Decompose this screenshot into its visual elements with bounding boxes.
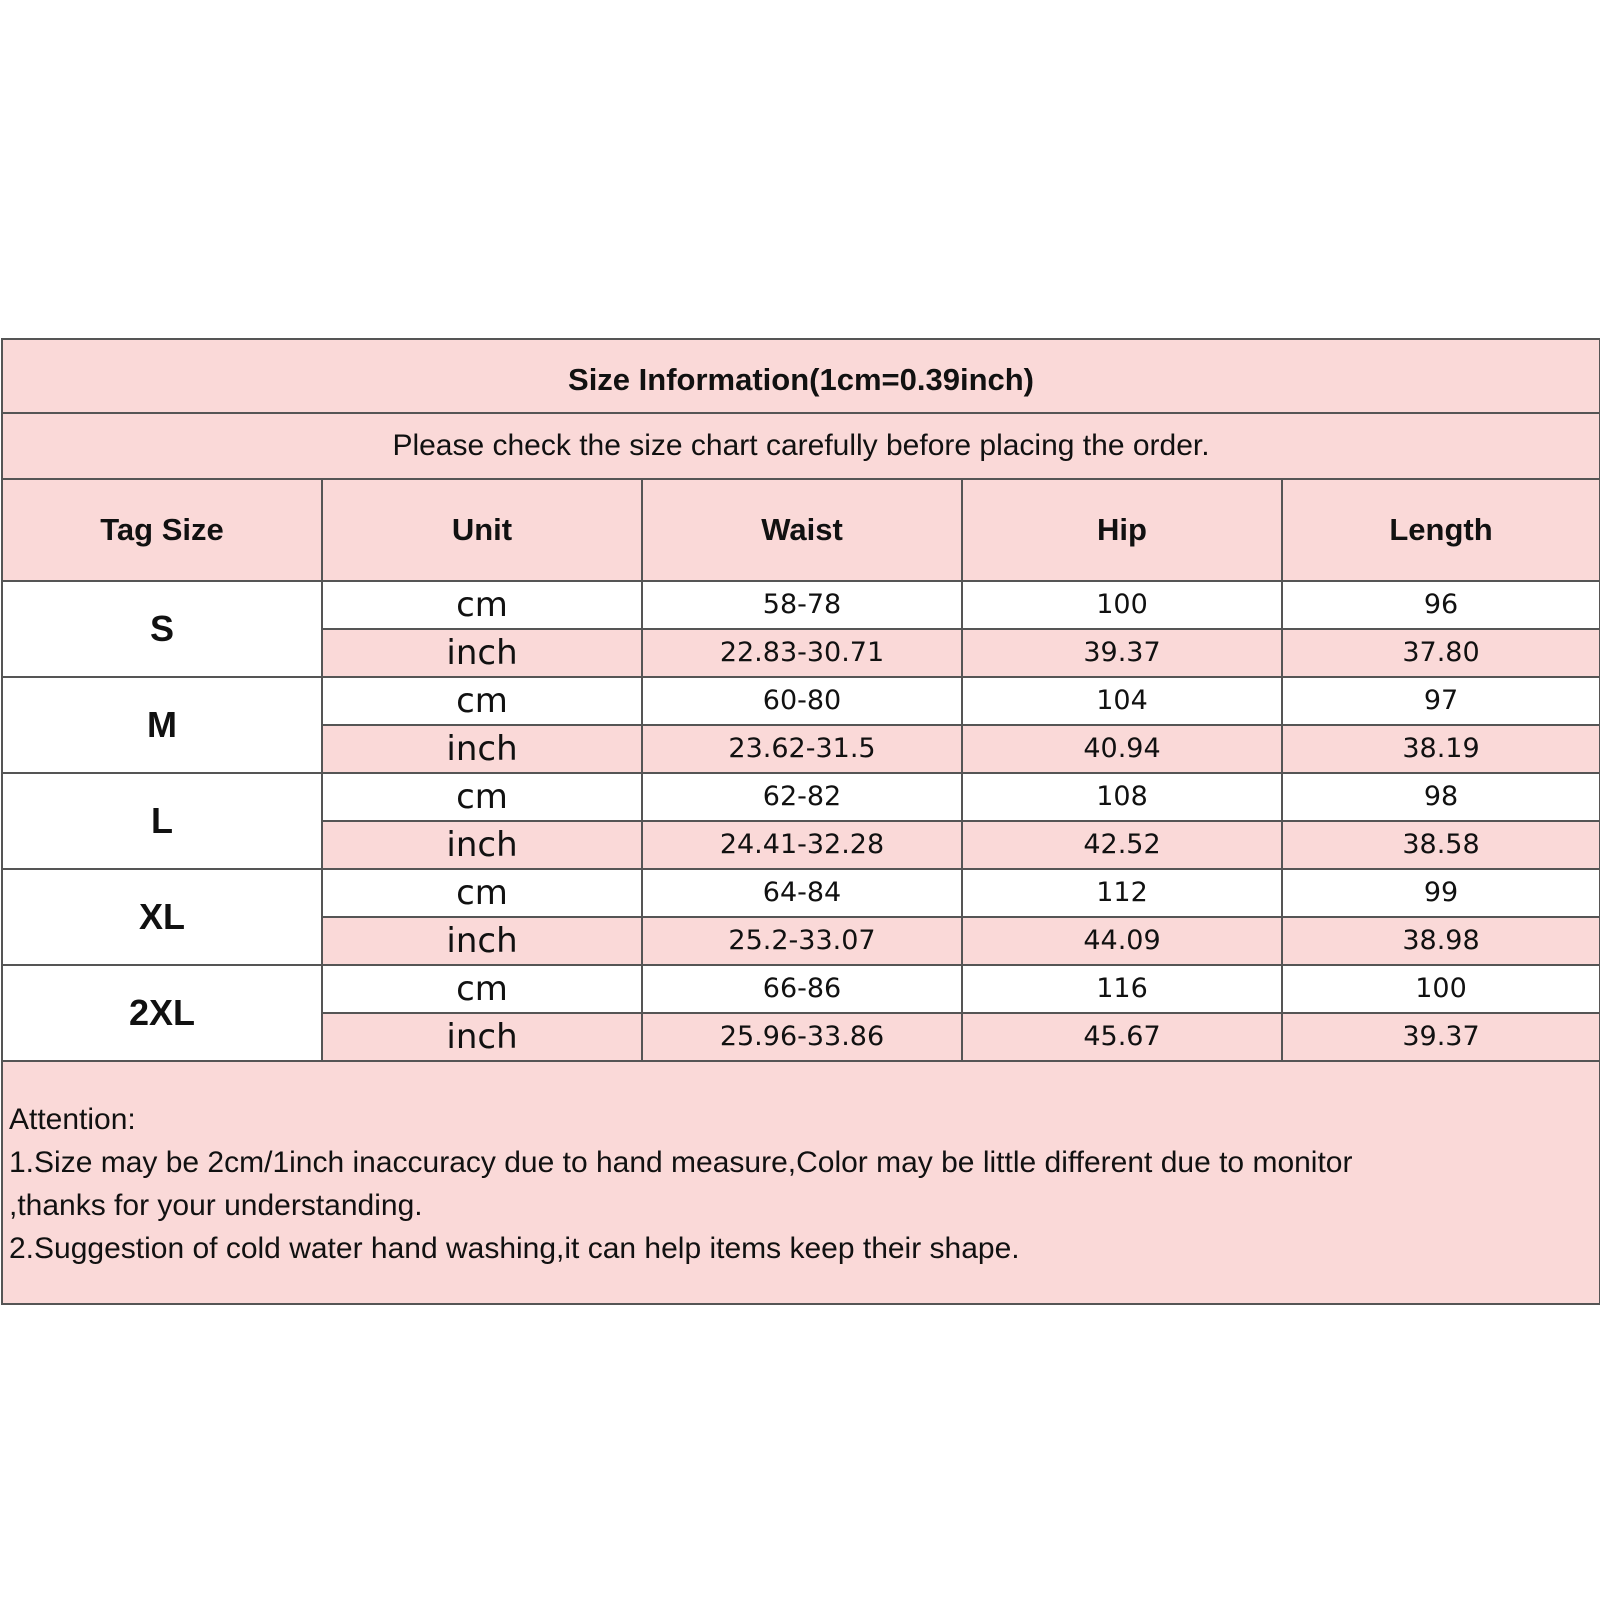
unit-cell: inch — [322, 1013, 642, 1061]
hip-cell: 40.94 — [962, 725, 1282, 773]
waist-cell: 62-82 — [642, 773, 962, 821]
hip-cell: 45.67 — [962, 1013, 1282, 1061]
table-row — [2, 677, 1600, 725]
table-row — [2, 773, 1600, 821]
waist-cell: 24.41-32.28 — [642, 821, 962, 869]
hip-cell: 104 — [962, 677, 1282, 725]
hip-cell: 42.52 — [962, 821, 1282, 869]
hip-cell: 116 — [962, 965, 1282, 1013]
waist-cell: 22.83-30.71 — [642, 629, 962, 677]
hip-cell: 39.37 — [962, 629, 1282, 677]
hip-cell: 108 — [962, 773, 1282, 821]
size-chart-table — [1, 338, 1600, 1305]
length-cell: 38.19 — [1282, 725, 1600, 773]
waist-cell: 60-80 — [642, 677, 962, 725]
attention-note-2: 2.Suggestion of cold water hand washing,it can help items keep their shape. — [9, 1232, 1020, 1265]
length-cell: 38.58 — [1282, 821, 1600, 869]
length-cell: 100 — [1282, 965, 1600, 1013]
chart-title: Size Information(1cm=0.39inch) — [2, 339, 1600, 413]
tag-size-cell: M — [2, 677, 322, 773]
column-header-hip: Hip — [962, 479, 1282, 581]
table-row — [2, 869, 1600, 917]
unit-cell: cm — [322, 773, 642, 821]
column-header-unit: Unit — [322, 479, 642, 581]
unit-cell: cm — [322, 677, 642, 725]
waist-cell: 23.62-31.5 — [642, 725, 962, 773]
waist-cell: 66-86 — [642, 965, 962, 1013]
length-cell: 98 — [1282, 773, 1600, 821]
waist-cell: 64-84 — [642, 869, 962, 917]
attention-note-1-continued: ,thanks for your understanding. — [9, 1189, 423, 1222]
tag-size-cell: L — [2, 773, 322, 869]
header-row — [2, 479, 1600, 581]
length-cell: 97 — [1282, 677, 1600, 725]
hip-cell: 44.09 — [962, 917, 1282, 965]
attention-note-1: 1.Size may be 2cm/1inch inaccuracy due to hand measure,Color may be little different due to monitor — [9, 1146, 1353, 1179]
unit-cell: inch — [322, 917, 642, 965]
table-row — [2, 581, 1600, 629]
attention-heading: Attention: — [9, 1103, 136, 1136]
tag-size-cell: 2XL — [2, 965, 322, 1061]
column-header-tag-size: Tag Size — [2, 479, 322, 581]
waist-cell: 25.96-33.86 — [642, 1013, 962, 1061]
waist-cell: 25.2-33.07 — [642, 917, 962, 965]
tag-size-cell: XL — [2, 869, 322, 965]
tag-size-cell: S — [2, 581, 322, 677]
unit-cell: inch — [322, 725, 642, 773]
unit-cell: cm — [322, 869, 642, 917]
waist-cell: 58-78 — [642, 581, 962, 629]
length-cell: 38.98 — [1282, 917, 1600, 965]
column-header-length: Length — [1282, 479, 1600, 581]
unit-cell: inch — [322, 821, 642, 869]
length-cell: 96 — [1282, 581, 1600, 629]
attention-notes — [2, 1061, 1600, 1304]
length-cell: 99 — [1282, 869, 1600, 917]
length-cell: 37.80 — [1282, 629, 1600, 677]
unit-cell: inch — [322, 629, 642, 677]
chart-subtitle: Please check the size chart carefully before placing the order. — [2, 413, 1600, 479]
unit-cell: cm — [322, 581, 642, 629]
table-row — [2, 965, 1600, 1013]
hip-cell: 112 — [962, 869, 1282, 917]
column-header-waist: Waist — [642, 479, 962, 581]
unit-cell: cm — [322, 965, 642, 1013]
length-cell: 39.37 — [1282, 1013, 1600, 1061]
hip-cell: 100 — [962, 581, 1282, 629]
